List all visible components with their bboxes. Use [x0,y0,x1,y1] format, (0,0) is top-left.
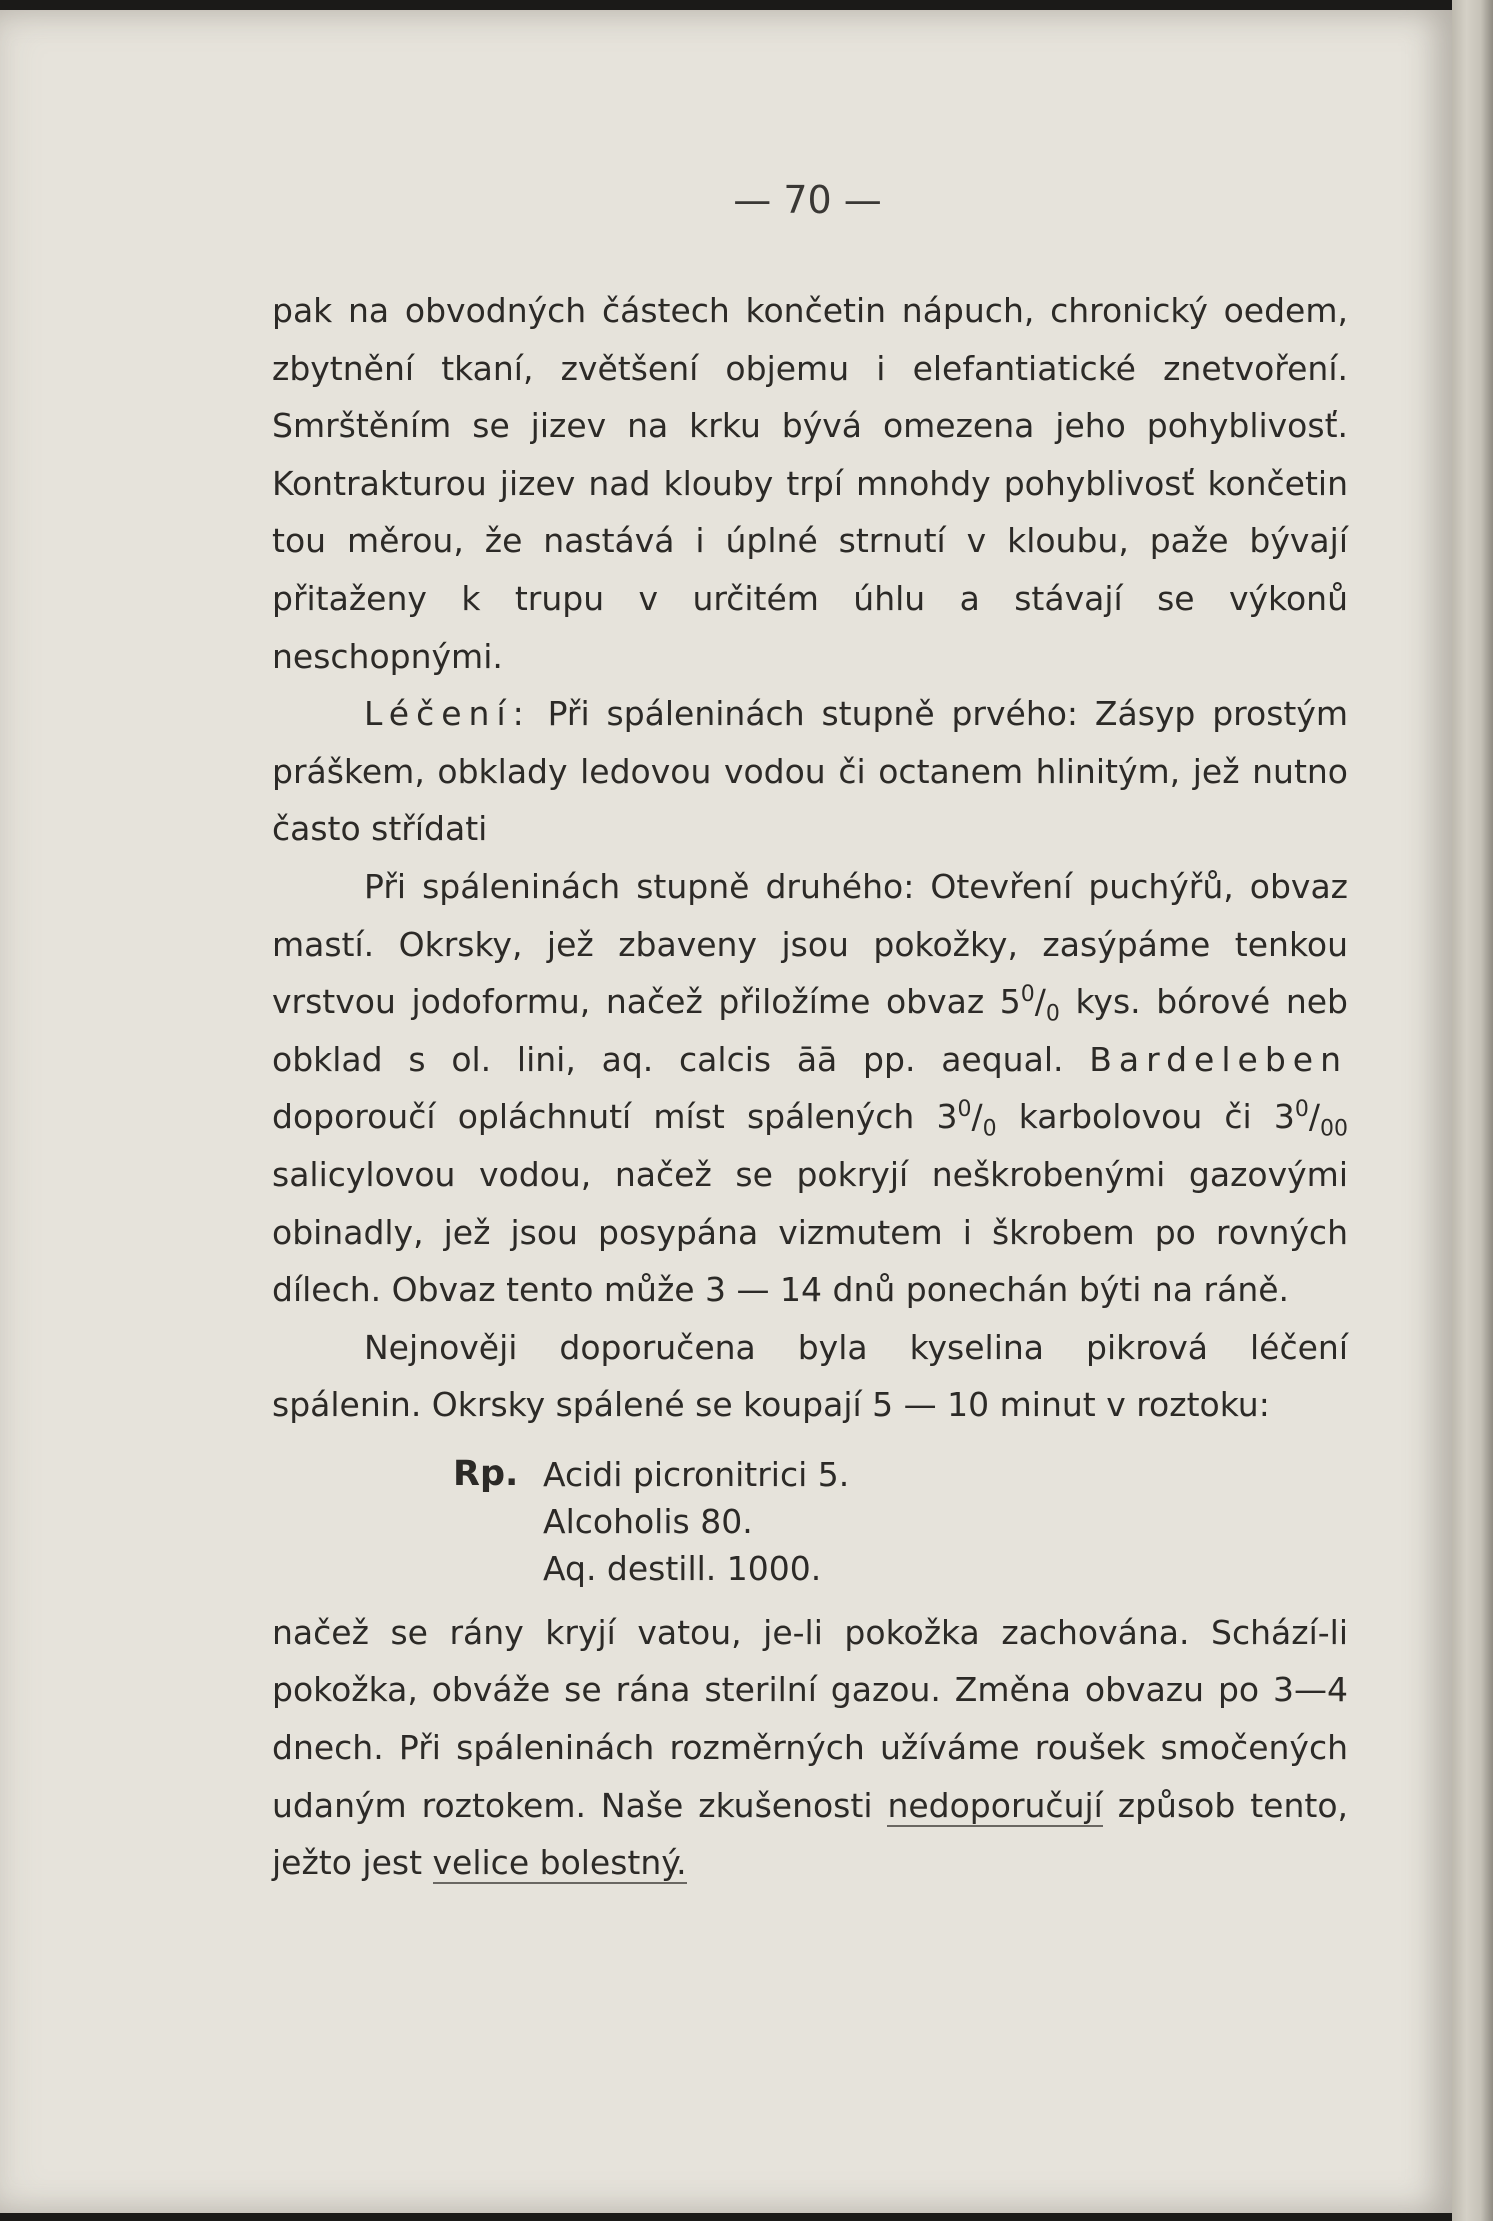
book-page [0,10,1452,2213]
prescription [453,1451,1348,1604]
p3-text-3: doporoučí opláchnutí míst spálených 3 [272,1097,958,1137]
page-number: — 70 — [733,178,882,222]
paragraph-2-text: Při spáleninách stupně prvého: Zásyp prostým práškem, obklady ledovou vodou či octanem hlinitým, jež nutno často střídati [272,694,1348,849]
paragraph-5 [272,1604,1348,1892]
p3-text-1: Při spáleninách stupně druhého: Otevření puchýřů, obvaz mastí. Okrsky, jež zbaveny jsou pokožky, zasýpáme tenkou vrstvou jodoformu, načež přiložíme obvaz 5 [272,866,1348,1022]
prescription-line: Aq. destill. 1000. [543,1548,822,1588]
paragraph-2 [272,685,1348,858]
author-name: Bardeleben [1089,1039,1349,1079]
p5-text-2: způsob tento, ježto jest [272,1785,1349,1883]
paragraph-1: pak na obvodných částech končetin nápuch, chronický oedem, zbytnění tkaní, zvětšení objemu i elefantiatické znetvoření. Smrštěním se jizev na krku bývá omezena jeho pohyblivosť. Kontrakturou jizev nad klouby trpí mnohdy pohyblivosť končetin tou měrou, že nastává i úplné strnutí v kloubu, paže bývají přitaženy k trupu v určitém úhlu a stávají se výkonů neschopnými. [272,291,1348,676]
p3-text-2: kys. bórové neb obklad s ol. lini, aq. calcis āā pp. aequal. [272,982,1348,1079]
prescription-line: Alcoholis 80. [543,1501,753,1541]
underlined-text: velice bolestný. [432,1843,687,1883]
p3-text-5: salicylovou vodou, načež se pokryjí neškrobenými gazovými obinadly, jež jsou posypána vizmutem i škrobem po rovných dílech. Obvaz tento může 3 — 14 dnů ponechán býti na ráně. [272,1154,1348,1310]
p3-text-4: karbolovou či 3 [1018,1097,1295,1137]
percent-sign-2: 0 [982,1116,997,1142]
permille-sign: 00 [1320,1116,1348,1142]
body-text [272,282,1348,1892]
page-edge [1452,0,1493,2221]
section-heading: Léčení: [364,694,531,734]
percent-sign-1: 0 [1045,1001,1060,1027]
prescription-label: Rp. [453,1453,519,1494]
prescription-line: Acidi picronitrici 5. [543,1454,850,1494]
paragraph-4: Nejnověji doporučena byla kyselina pikrová léčení spálenin. Okrsky spálené se koupají 5 — 10 minut v roztoku: [272,1327,1348,1425]
underlined-text: nedoporučují [887,1785,1103,1825]
p5-text-1: načež se rány kryjí vatou, je-li pokožka zachována. Schází-li pokožka, obváže se rána sterilní gazou. Změna obvazu po 3—4 dnech. Při spáleninách rozměrných užíváme roušek smočených udaným roztokem. Naše zkušenosti [272,1612,1348,1825]
paragraph-3: Při spáleninách stupně druhého: Otevření puchýřů, obvaz mastí. Okrsky, jež zbaveny jsou pokožky, zasýpáme tenkou vrstvou jodoformu, načež přiložíme obvaz $5^0/_0$ kys. bórové neb obklad s ol. lini, aq. calcis āā pp. aequal. Bardeleben doporoučí opláchnutí míst spálených $3^0/_0$ karbolovou či $3^0/_{00}$ salicylovou vodou, načež se pokryjí neškrobenými gazovými obinadly, jež jsou posypána vizmutem i škrobem po rovných dílech. Obvaz tento může 3 — 14 dnů ponechán býti na ráně. [272,866,1349,1310]
